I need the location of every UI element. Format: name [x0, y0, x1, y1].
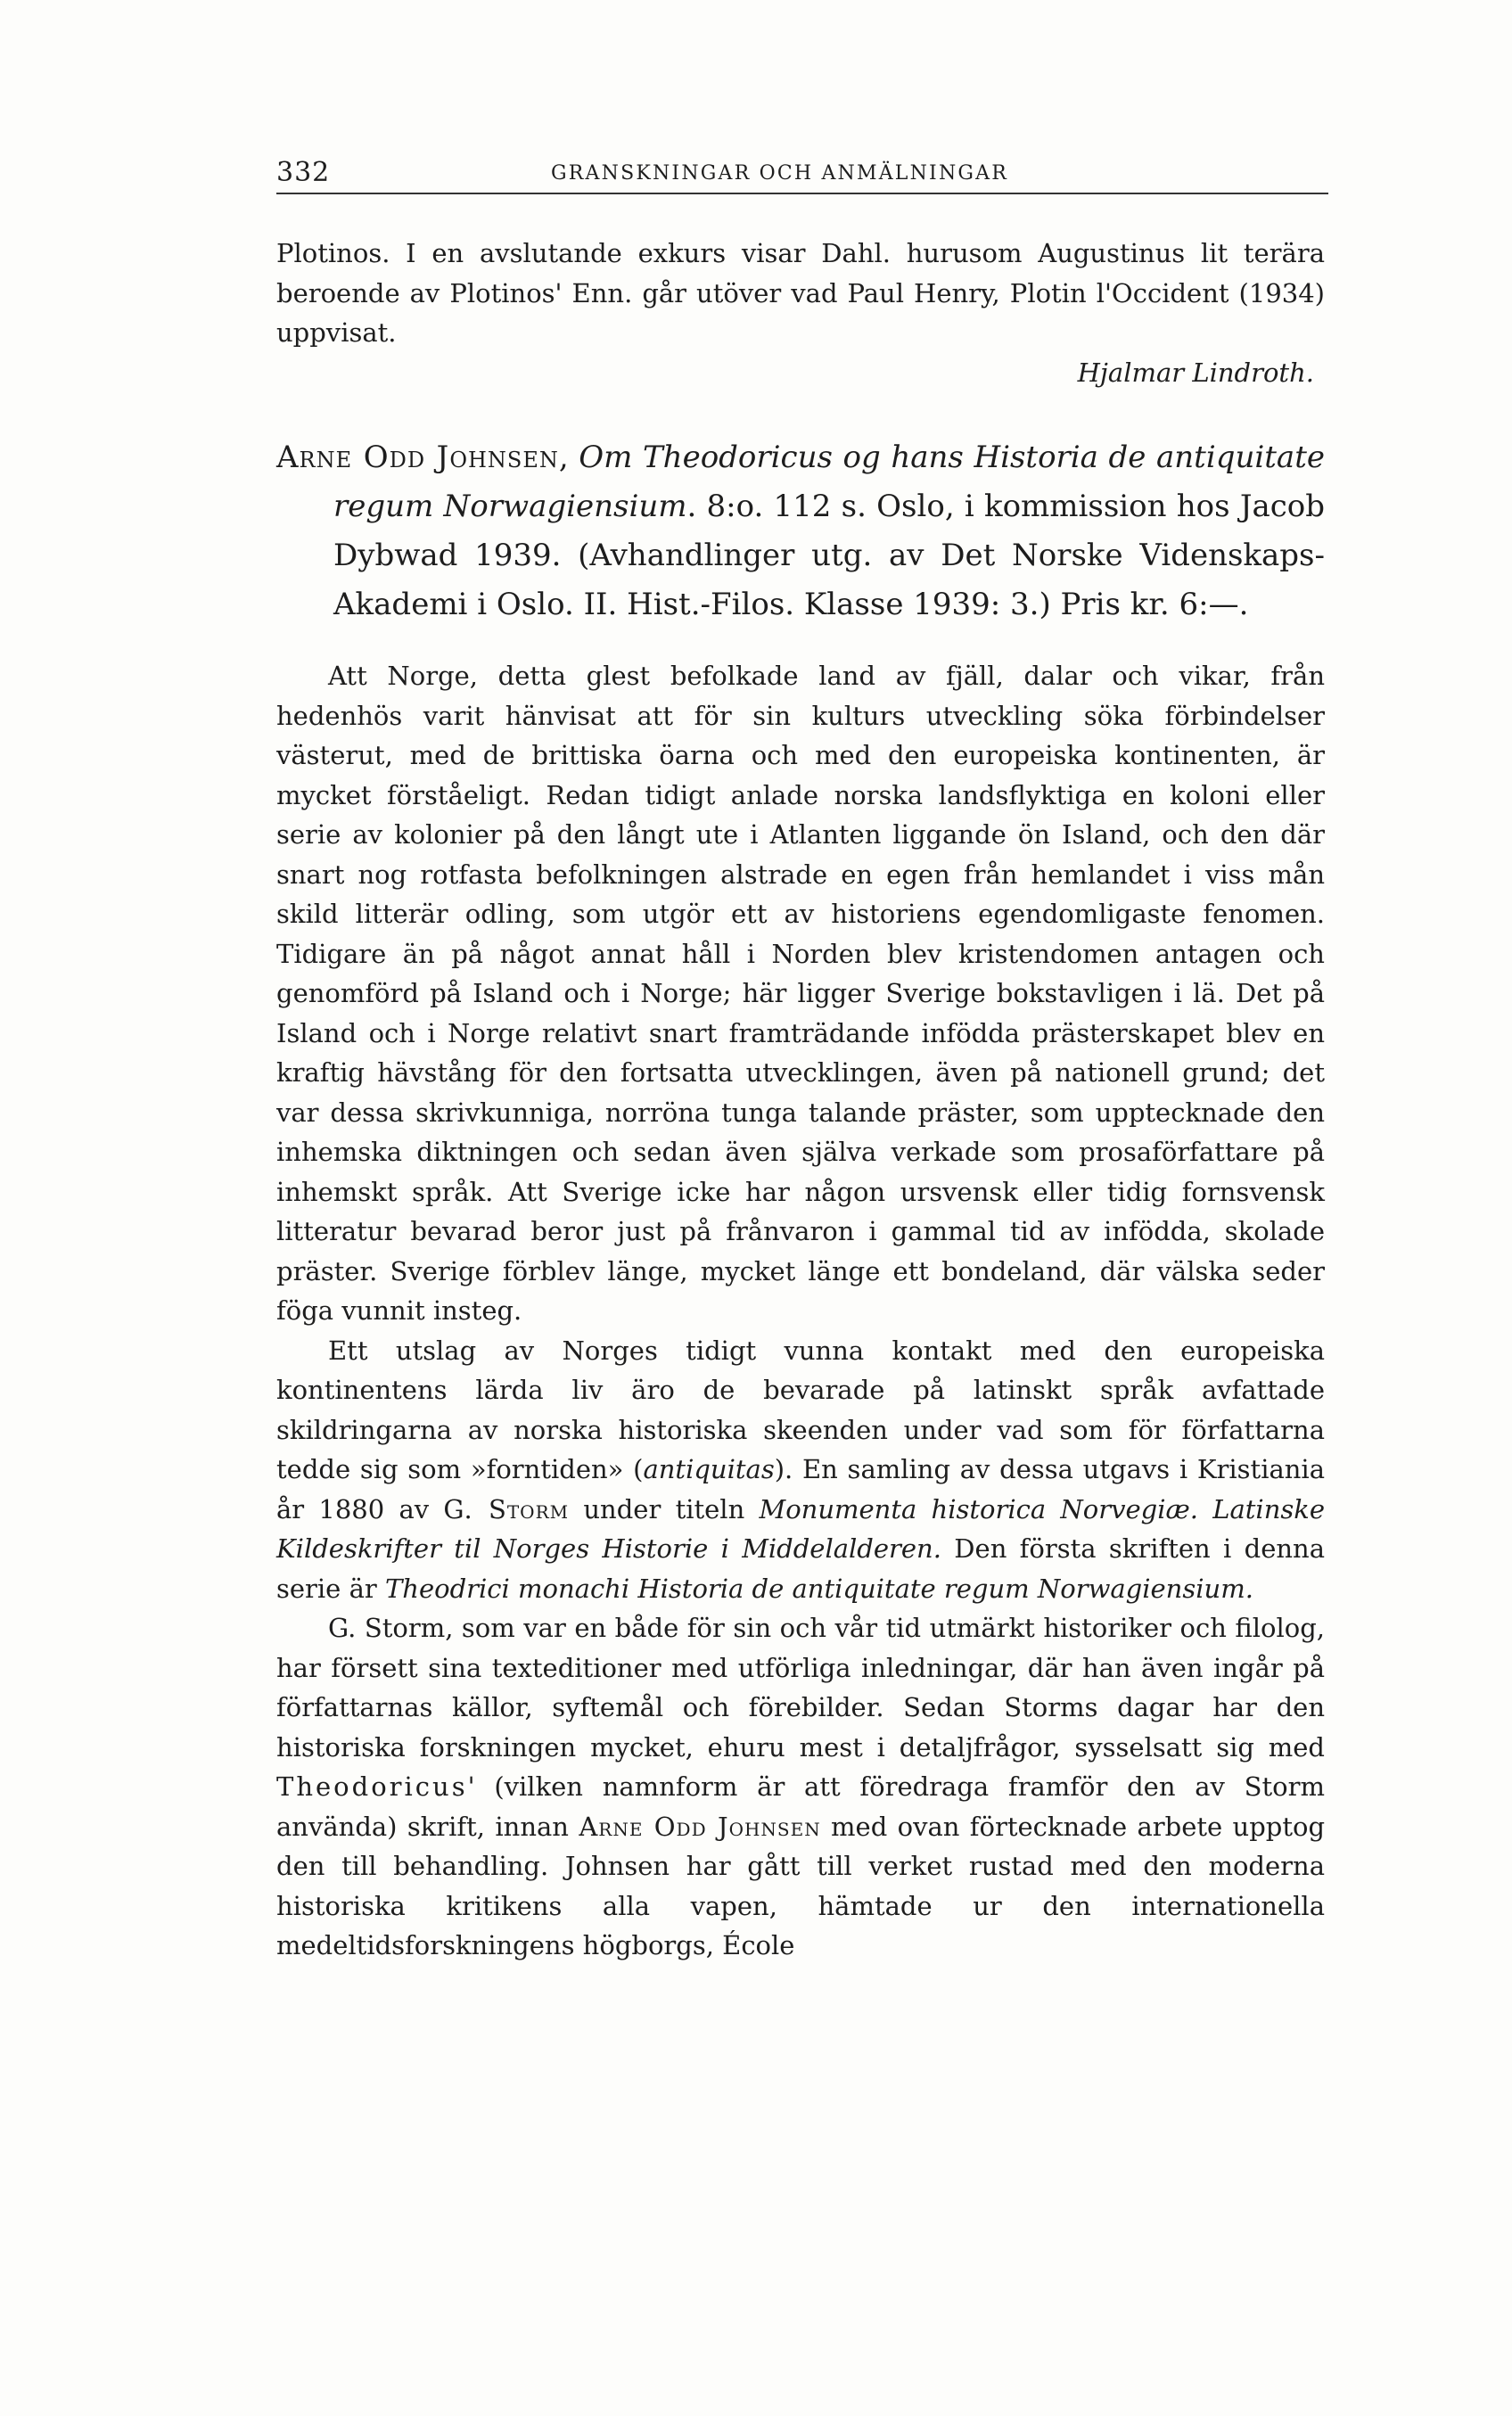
p3-theodoricus: Theodoricus — [276, 1771, 468, 1802]
review-author: Arne Odd Johnsen — [276, 440, 559, 475]
p2-text-c: under titeln — [569, 1493, 760, 1524]
p2-monumenta-title: Monumenta historica Norvegiæ. Latinske Kildeskrifter til Norges Historie i Middelalderen. — [276, 1493, 1325, 1564]
previous-review-paragraph: Plotinos. I en avslutande exkurs visar Dahl. hurusom Augustinus lit terära beroende av Plotinos' Enn. går utöver vad Paul Henry, Plotin l'Occident (1934) uppvisat. — [276, 238, 1325, 348]
p2-text-a: Ett utslag av Norges tidigt vunna kontakt med den europeiska kontinentens lärda liv äro de bevarade på latinskt språk avfattade skildringarna av norska historiska skeenden under vad som för författarna tedde sig som »forntiden» ( — [276, 1335, 1325, 1484]
p2-text-b: ). En samling av dessa utgavs i Kristiania år 1880 av — [276, 1454, 1326, 1524]
body-paragraph-2 — [276, 1331, 1325, 1609]
reviewer-signature: Hjalmar Lindroth. — [1077, 357, 1314, 388]
review-book-details: . 8:o. 112 s. Oslo, i kommission hos Jacob Dybwad 1939. (Avhandlinger utg. av Det Norske Videnskaps-Akademi i Oslo. II. Hist.-Filos. Klasse 1939: 3.) Pris kr. 6:—. — [333, 489, 1326, 622]
review-heading-separator: , — [558, 440, 579, 475]
body-paragraph-3 — [276, 1608, 1325, 1966]
running-header — [276, 152, 1328, 194]
review-book-title: Om Theodoricus og hans Historia de antiquitate regum Norwagiensium — [333, 440, 1325, 524]
body-paragraph-1: Att Norge, detta glest befolkade land av fjäll, dalar och vikar, från hedenhös varit hänvisat att för sin kulturs utveckling söka förbindelser västerut, med de brittiska öarna och med den europeiska kontinenten, är mycket förståeligt. Redan tidigt anlade norska landsflyktiga en koloni eller serie av kolonier på den långt ute i Atlanten liggande ön Island, och den där snart nog rotfasta befolkningen alstrade en egen från hemlandet i viss mån skild litterär odling, som utgör ett av historiens egendomligaste fenomen. Tidigare än på något annat håll i Norden blev kristendomen antagen och genomförd på Island och i Norge; här ligger Sverige bokstavligen i lä. Det på Island och i Norge relativt snart framträdande infödda prästerskapet blev en kraftig hävstång för den fortsatta utvecklingen, även på nationell grund; det var dessa skrivkunniga, norröna tunga talande präster, som upptecknade den inhemska diktningen och sedan även själva verkade som prosaförfattare på inhemskt språk. Att Sverige icke har någon ursvensk eller tidig fornsvensk litteratur bevarad beror just på frånvaron i gammal tid av infödda, skolade präster. Sverige förblev länge, mycket länge ett bondeland, där välska seder föga vunnit insteg. — [276, 661, 1325, 1326]
p3-text-c: med ovan förtecknade arbete upptog den till behandling. Johnsen har gått till verket rustad med den moderna historiska kritikens alla vapen, hämtade ur den internationella medeltidsforskningens högborgs, École — [276, 1811, 1326, 1960]
p3-johnsen: Arne Odd Johnsen — [579, 1811, 821, 1842]
running-title: GRANSKNINGAR OCH ANMÄLNINGAR — [551, 162, 1009, 185]
p2-theodrici-title: Theodrici monachi Historia de antiquitate regum Norwagiensium. — [384, 1573, 1253, 1604]
p3-text-b: ' (vilken namnform är att föredraga framför den av Storm använda) skrift, innan — [276, 1771, 1325, 1842]
p2-text-d: Den första skriften i denna serie är — [276, 1533, 1325, 1604]
p3-text-a: G. Storm, som var en både för sin och vår tid utmärkt historiker och filolog, har försett sina texteditioner med utförliga inledningar, där han även ingår på författarnas källor, syftemål och förebilder. Sedan Storms dagar har den historiska forskningen mycket, ehuru mest i detaljfrågor, sysselsatt sig med — [276, 1613, 1325, 1763]
p2-antiquitas: antiquitas — [643, 1454, 775, 1484]
review-heading — [276, 433, 1325, 629]
text-block — [276, 234, 1325, 1966]
p2-storm: G. Storm — [443, 1493, 570, 1524]
page-number: 332 — [276, 157, 331, 188]
